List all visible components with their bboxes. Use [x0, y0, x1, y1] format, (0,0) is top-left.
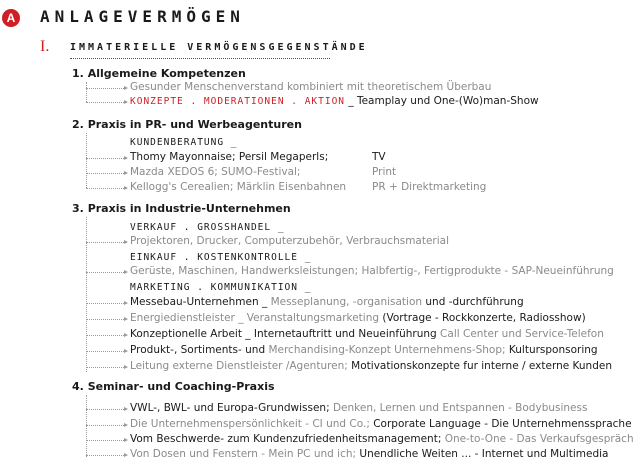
- list-item-medium: PR + Direktmarketing: [372, 181, 487, 193]
- connector-line: [86, 319, 124, 320]
- list-item: [130, 312, 586, 324]
- list-item-text: Motivationskonzepte fur interne / externe Kunden: [351, 360, 612, 372]
- arrow-icon: [124, 100, 128, 104]
- roman-numeral: I.: [40, 38, 50, 55]
- arrow-icon: [124, 86, 128, 90]
- list-item-text: Messebau-Unternehmen _: [130, 296, 271, 308]
- list-item-text: Call Center und Service-Telefon: [440, 328, 604, 340]
- connector-line: [86, 242, 124, 243]
- arrow-icon: [124, 333, 128, 337]
- connector-vertical: [86, 82, 87, 102]
- list-item-text: Von Dosen und Fenstern - Mein PC und ich;: [130, 448, 357, 460]
- list-item-text: und -durchführung: [422, 296, 524, 308]
- list-item-text: Denken, Lernen und Entspannen - Bodybusiness: [329, 402, 588, 414]
- connector-line: [86, 188, 124, 189]
- connector-line: [86, 335, 124, 336]
- arrow-icon: [124, 156, 128, 160]
- arrow-icon: [124, 186, 128, 190]
- section-letter-badge: A: [2, 9, 20, 27]
- list-item-text: Vom Beschwerde- zum Kundenzufriedenheitsmanagement;: [130, 433, 442, 445]
- list-item: [130, 360, 612, 372]
- connector-line: [86, 272, 124, 273]
- subtitle-underline: [70, 58, 330, 59]
- list-item-text: VWL-, BWL- und Europa-Grundwissen;: [130, 402, 330, 414]
- list-item-text: _ Teamplay und One-(Wo)man-Show: [348, 95, 539, 107]
- list-item-medium: TV: [372, 151, 386, 163]
- list-item: [130, 344, 598, 356]
- list-item: Gesunder Menschenverstand kombiniert mit theoretischem Überbau: [130, 81, 492, 93]
- list-item: Thomy Mayonnaise; Persil Megaperls;: [130, 151, 329, 163]
- section-title: Praxis in PR- und Werbeagenturen: [87, 118, 302, 131]
- section-title: Seminar- und Coaching-Praxis: [87, 380, 275, 393]
- list-item-text: Konzeptionelle Arbeit _ Internetauftritt und Neueinführung: [130, 328, 441, 340]
- group-label: KUNDENBERATUNG _: [130, 137, 238, 148]
- section-title: Praxis in Industrie-Unternehmen: [87, 202, 291, 215]
- list-item-text: Corporate Language - Die Unternehmenssprache: [369, 418, 632, 430]
- connector-vertical: [86, 395, 87, 457]
- connector-line: [86, 351, 124, 352]
- list-item: [130, 418, 632, 430]
- arrow-icon: [124, 301, 128, 305]
- list-item-medium: Print: [372, 166, 397, 178]
- page-title: ANLAGEVERMÖGEN: [40, 7, 245, 26]
- group-label: EINKAUF . KOSTENKONTROLLE _: [130, 252, 312, 263]
- connector-vertical: [86, 133, 87, 188]
- connector-vertical: [86, 217, 87, 372]
- section-1-heading: [72, 67, 246, 80]
- list-item: [130, 402, 587, 414]
- list-item: Gerüste, Maschinen, Handwerksleistungen; Halbfertig-, Fertigprodukte - SAP-Neueinführung: [130, 265, 614, 277]
- list-item-text: (Vortrage - Rockkonzerte, Radiosshow): [379, 312, 586, 324]
- list-item: Mazda XEDOS 6; SUMO-Festival;: [130, 166, 301, 178]
- list-item: [130, 296, 524, 308]
- group-label: MARKETING . KOMMUNIKATION _: [130, 282, 312, 293]
- list-item-text: Kultursponsoring: [505, 344, 598, 356]
- connector-line: [86, 409, 124, 410]
- list-item-text: Messeplanung, -organisation: [270, 296, 423, 308]
- arrow-icon: [124, 240, 128, 244]
- section-2-heading: [72, 118, 302, 131]
- list-item-text: Leitung externe Dienstleister /Agenturen;: [130, 360, 352, 372]
- connector-line: [86, 173, 124, 174]
- section-number: 1.: [72, 67, 84, 80]
- connector-line: [86, 455, 124, 456]
- list-item-text: Die Unternehmenspersönlichkeit - CI und Co.;: [130, 418, 370, 430]
- group-label: VERKAUF . GROSSHANDEL _: [130, 222, 285, 233]
- list-item: [130, 448, 608, 460]
- connector-line: [86, 425, 124, 426]
- connector-line: [86, 367, 124, 368]
- list-item-text: Produkt-, Sortiments- und: [130, 344, 269, 356]
- arrow-icon: [124, 171, 128, 175]
- connector-line: [86, 158, 124, 159]
- section-number: 3.: [72, 202, 84, 215]
- keyword-tags: KONZEPTE . MODERATIONEN . AKTION: [130, 96, 346, 107]
- section-number: 4.: [72, 380, 84, 393]
- list-item: Kellogg's Cerealien; Märklin Eisenbahnen: [130, 181, 347, 193]
- section-number: 2.: [72, 118, 84, 131]
- list-item-text: Energiedienstleister _ Veranstaltungsmarketing: [130, 312, 380, 324]
- list-item-text: One-to-One - Das Verkaufsgespräch: [441, 433, 634, 445]
- section-4-heading: [72, 380, 275, 393]
- page-subtitle: IMMATERIELLE VERMÖGENSGEGENSTÄNDE: [70, 42, 368, 53]
- connector-line: [86, 102, 124, 103]
- arrow-icon: [124, 349, 128, 353]
- section-3-heading: [72, 202, 291, 215]
- arrow-icon: [124, 423, 128, 427]
- list-item-text: Merchandising-Konzept Unternehmens-Shop;: [268, 344, 506, 356]
- connector-line: [86, 88, 124, 89]
- arrow-icon: [124, 317, 128, 321]
- arrow-icon: [124, 365, 128, 369]
- connector-line: [86, 303, 124, 304]
- arrow-icon: [124, 270, 128, 274]
- section-title: Allgemeine Kompetenzen: [87, 67, 246, 80]
- list-item-text: Unendliche Weiten ... - Internet und Multimedia: [356, 448, 609, 460]
- list-item: [130, 433, 634, 445]
- arrow-icon: [124, 407, 128, 411]
- list-item: [130, 328, 604, 340]
- list-item: Projektoren, Drucker, Computerzubehör, Verbrauchsmaterial: [130, 235, 450, 247]
- arrow-icon: [124, 453, 128, 457]
- connector-line: [86, 440, 124, 441]
- list-item: [130, 95, 539, 107]
- arrow-icon: [124, 438, 128, 442]
